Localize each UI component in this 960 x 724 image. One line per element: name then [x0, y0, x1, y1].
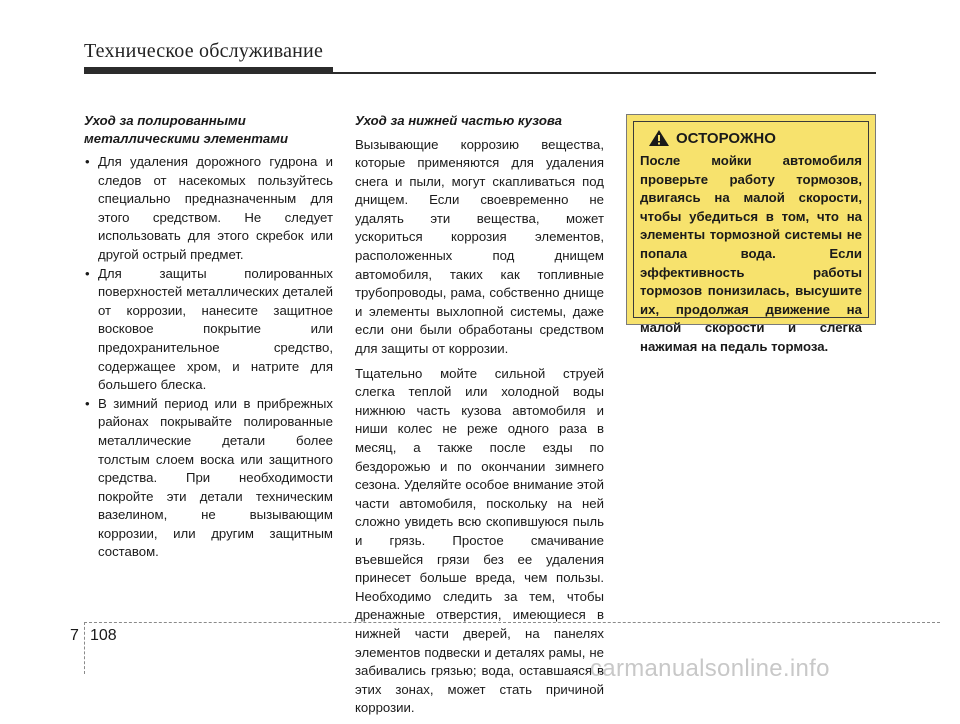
- header-divider-thin: [333, 72, 876, 74]
- paragraph: Вызывающие коррозию вещества, которые применяются для удаления снега и пыли, могут скапливаться под днищем. Если своевременно не удалять эти вещества, может ускориться коррозия элементов, расположенных под днищем автомобиля, таких как топливные трубопроводы, рама, собственно днище и элементы выхлопной системы, даже если они были обработаны средством для защиты от коррозии.: [355, 136, 604, 357]
- section-heading-underbody: Уход за нижней частью кузова: [355, 113, 563, 128]
- watermark: carmanualsonline.info: [590, 655, 830, 682]
- footer-divider: [84, 622, 940, 623]
- warning-text: После мойки автомобиля проверьте работу тормозов, двигаясь на малой скорости, чтобы убедиться в том, что на элементы тормозной системы не попала вода. Если эффективность работы тормозов понизилась, высушите их, продолжая движение на малой скорости и слегка нажимая на педаль тормоза.: [640, 153, 862, 354]
- warning-inner-frame: [633, 121, 869, 354]
- warning-box: [626, 114, 876, 354]
- section-heading-polished-metal: Уход за полированными металлическими элементами: [84, 113, 289, 146]
- warning-title: ОСТОРОЖНО: [676, 129, 776, 147]
- footer-vertical-divider: [84, 622, 85, 674]
- paragraph: Тщательно мойте сильной струей слегка теплой или холодной воды нижнюю часть кузова автомобиля и ниши колес не реже одного раза в месяц, а также после езды по бездорожью и по окончании зимнего сезона. Уделяйте особое внимание этой части автомобиля, поскольку на ней сложно увидеть всю скопившуюся пыль и грязь. Простое смачивание въевшейся грязи без ее удаления принесет больше вреда, чем пользы. Необходимо следить за тем, чтобы дренажные отверстия, имеющиеся в нижней части дверей, на панелях элементов подвески и деталях рамы, не забивались грязью; вода, оставшаяся в этих зонах, может стать причиной коррозии.: [355, 365, 604, 716]
- middle-column: [355, 112, 604, 724]
- page-number: 108: [90, 627, 117, 644]
- page-section-title: Техническое обслуживание: [84, 40, 324, 62]
- chapter-number: 7: [70, 627, 79, 644]
- left-column: [84, 112, 333, 562]
- warning-triangle-icon: [648, 129, 670, 147]
- list-item: • В зимний период или в прибрежных районах покрывайте полированные металлические детали более толстым слоем воска или защитного средства. При необходимости покройте эти детали техническим вазелином, не вызывающим коррозии, или другим защитным составом.: [84, 395, 333, 562]
- list-item: • Для удаления дорожного гудрона и следов от насекомых пользуйтесь специально предназначенным для этого средством. Не следует использовать для этого скребок или другой острый предмет.: [84, 153, 333, 265]
- list-item: • Для защиты полированных поверхностей металлических деталей от коррозии, нанесите защитное восковое покрытие или предохранительное средство, содержащее хром, и натрите для большего блеска.: [84, 265, 333, 395]
- bullet-list: [84, 153, 333, 562]
- warning-header: [640, 128, 862, 148]
- header-divider-thick: [84, 67, 333, 74]
